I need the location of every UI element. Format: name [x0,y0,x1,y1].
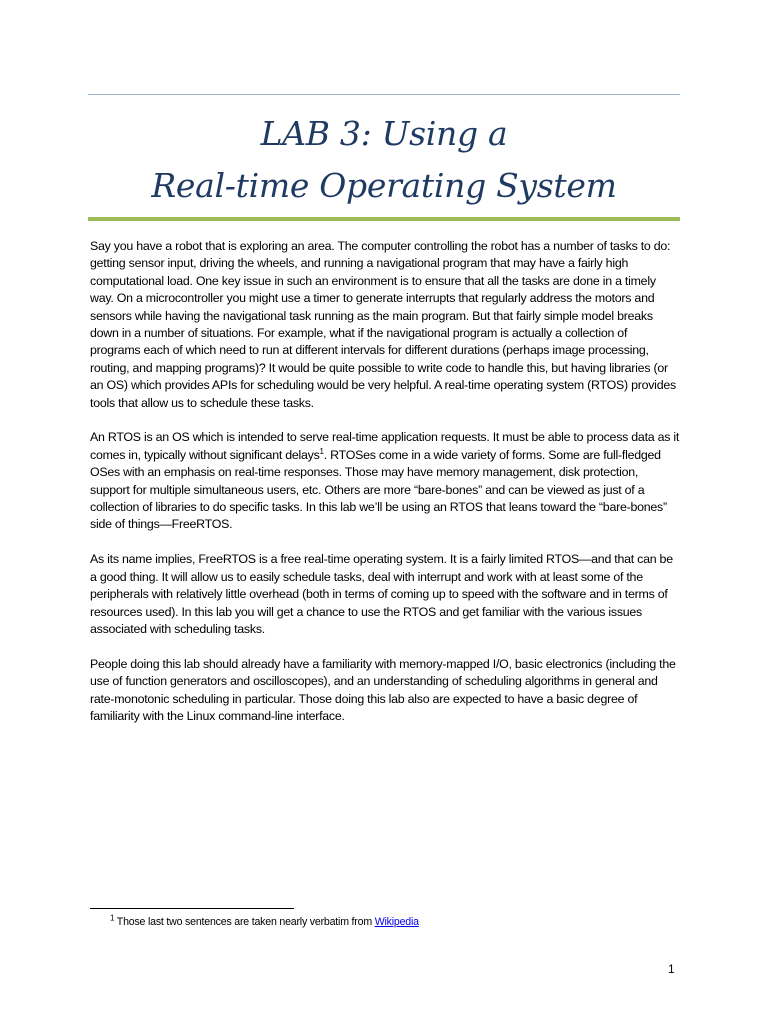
document-body [90,238,680,743]
footnote [110,915,419,929]
page-title [88,108,680,212]
paragraph-4: People doing this lab should already have a familiarity with memory-mapped I/O, basic electronics (including the use of function generators and oscilloscopes), and an understanding of scheduling algorithms in general and rate-monotonic scheduling in particular. Those doing this lab also are expected to have a basic degree of familiarity with the Linux command-line interface. [90,656,676,723]
title-underline [88,217,680,221]
paragraph-2 [90,429,680,533]
footnote-reference[interactable]: 1 [319,446,324,456]
page-number: 1 [668,962,675,976]
title-line-2: Real-time Operating System [151,166,617,205]
footnote-separator [90,908,294,909]
paragraph-3: As its name implies, FreeRTOS is a free real-time operating system. It is a fairly limited RTOS—and that can be a good thing. It will allow us to easily schedule tasks, deal with interrupt and work with at least some of the peripherals with relatively little overhead (both in terms of coming up to speed with the software and in terms of resources used). In this lab you will get a chance to use the RTOS and get familiar with the various issues associated with scheduling tasks. [90,552,673,636]
paragraph-2-text-a: An RTOS is an OS which is intended to serve real-time application requests. It must be able to process data as it comes in, typically without significant delays [90,430,680,462]
wikipedia-link[interactable]: Wikipedia [374,916,419,928]
header-rule [88,94,680,95]
paragraph-2-text-b: . RTOSes come in a wide variety of forms. Some are full-fledged OSes with an emphasis on real-time responses. Those may have memory management, disk protection, support for multiple simultaneous users, etc. Others are more “bare-bones” and can be viewed as just of a collection of libraries to do specific tasks. In this lab we’ll be using an RTOS that leans toward the “bare-bones” side of things—FreeRTOS. [90,447,667,532]
paragraph-1: Say you have a robot that is exploring an area. The computer controlling the robot has a number of tasks to do: getting sensor input, driving the wheels, and running a navigational program that may have a fairly high computational load. One key issue in such an environment is to ensure that all the tasks are done in a timely way. On a microcontroller you might use a timer to generate interrupts that regularly address the motors and sensors while having the navigational task running as the main program. But that fairly simple model breaks down in a number of situations. For example, what if the navigational program is actually a collection of programs each of which need to run at different intervals for different durations (perhaps image processing, routing, and mapping programs)? It would be quite possible to write code to handle this, but having libraries (or an OS) which provides APIs for scheduling would be very helpful. A real-time operating system (RTOS) provides tools that allow us to schedule these tasks. [90,239,676,410]
footnote-number: 1 [110,913,115,923]
title-line-1: LAB 3: Using a [260,114,508,153]
footnote-text: Those last two sentences are taken nearly verbatim from [114,916,375,928]
